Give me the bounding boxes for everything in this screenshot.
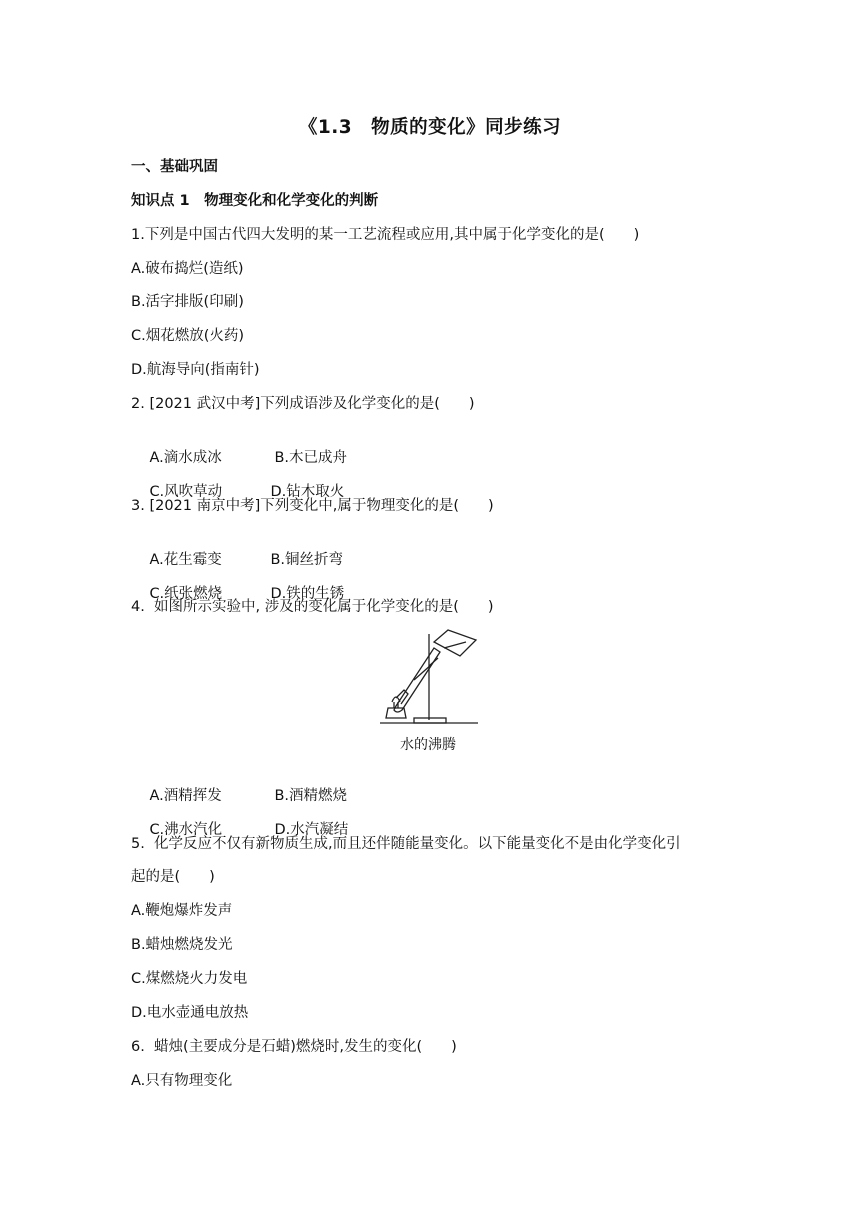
- question-5-stem-line-1: 5. 化学反应不仅有新物质生成,而且还伴随能量变化。以下能量变化不是由化学变化引: [131, 836, 681, 852]
- question-6-option-a: A.只有物理变化: [131, 1073, 233, 1089]
- question-4-option-d: D.水汽凝结: [274, 822, 349, 838]
- question-4-option-c: C.沸水汽化: [149, 822, 223, 838]
- test-tube-heating-illustration: [374, 628, 484, 728]
- question-4-option-a: A.酒精挥发: [149, 788, 222, 804]
- question-6-stem: 6. 蜡烛(主要成分是石蜡)燃烧时,发生的变化( ): [131, 1039, 457, 1055]
- question-1-option-b: B.活字排版(印刷): [131, 294, 244, 310]
- question-3-stem: 3. [2021 南京中考]下列变化中,属于物理变化的是( ): [131, 498, 494, 514]
- knowledge-point-heading: 知识点 1 物理变化和化学变化的判断: [131, 193, 379, 209]
- question-5-option-c: C.煤燃烧火力发电: [131, 971, 248, 987]
- stand-base: [414, 718, 446, 723]
- question-1-option-d: D.航海导向(指南针): [131, 362, 260, 378]
- question-2-option-b: B.木已成舟: [274, 450, 347, 466]
- question-2-option-c: C.风吹草动: [149, 484, 223, 500]
- question-4-option-b: B.酒精燃烧: [274, 788, 347, 804]
- figure-caption: 水的沸腾: [400, 737, 456, 753]
- question-5-option-d: D.电水壶通电放热: [131, 1005, 249, 1021]
- question-5-stem-line-2: 起的是( ): [131, 869, 215, 885]
- page-title: 《1.3 物质的变化》同步练习: [298, 117, 562, 138]
- section-heading: 一、基础巩固: [131, 159, 218, 175]
- question-2-stem: 2. [2021 武汉中考]下列成语涉及化学变化的是( ): [131, 396, 475, 412]
- question-5-option-b: B.蜡烛燃烧发光: [131, 937, 233, 953]
- question-3-option-b: B.铜丝折弯: [270, 552, 343, 568]
- question-2-option-a: A.滴水成冰: [149, 450, 222, 466]
- question-3-option-c: C.纸张燃烧: [149, 586, 223, 602]
- question-3-option-d: D.铁的生锈: [270, 586, 345, 602]
- question-1-option-a: A.破布捣烂(造纸): [131, 261, 244, 277]
- question-1-option-c: C.烟花燃放(火药): [131, 328, 245, 344]
- question-2-option-d: D.钻木取火: [270, 484, 345, 500]
- question-5-option-a: A.鞭炮爆炸发声: [131, 903, 233, 919]
- question-4-stem: 4. 如图所示实验中, 涉及的变化属于化学变化的是( ): [131, 599, 494, 615]
- question-1-stem: 1.下列是中国古代四大发明的某一工艺流程或应用,其中属于化学变化的是( ): [131, 227, 640, 243]
- test-tube: [394, 648, 440, 712]
- question-3-option-a: A.花生霉变: [149, 552, 222, 568]
